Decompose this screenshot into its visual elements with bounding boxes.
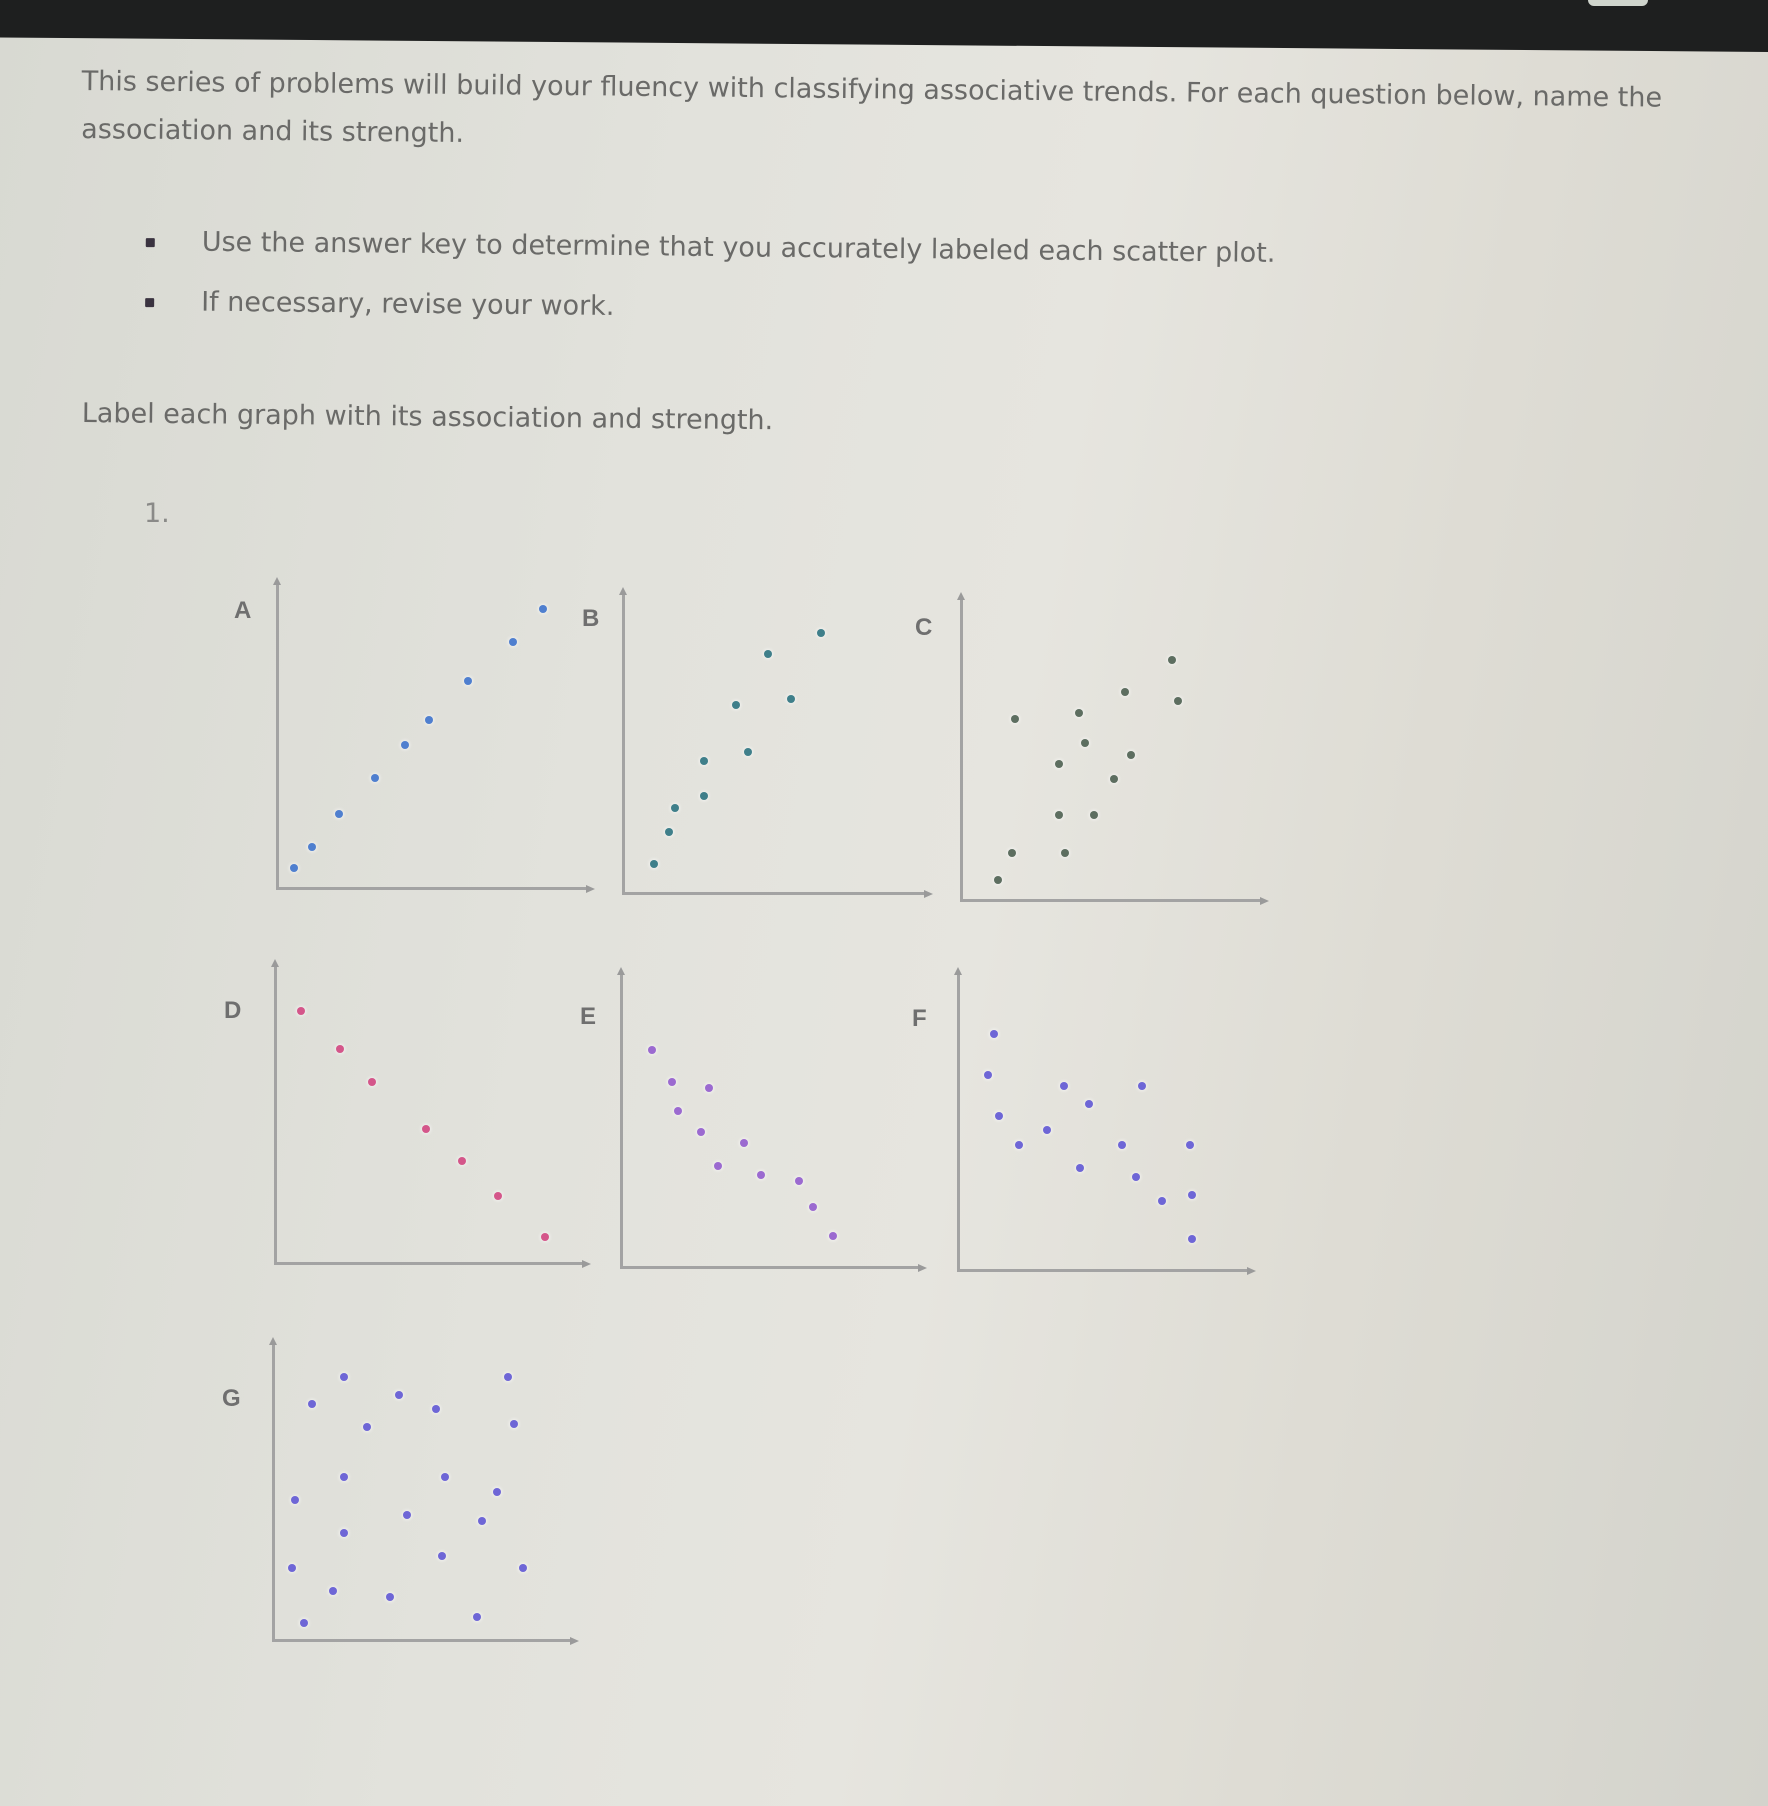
data-point (795, 1177, 803, 1185)
data-point (300, 1619, 308, 1627)
data-point (493, 1488, 501, 1496)
x-axis-arrow-icon (1260, 897, 1269, 905)
data-point (674, 1107, 682, 1115)
data-point (787, 695, 795, 703)
data-point (990, 1030, 998, 1038)
data-point (1081, 739, 1089, 747)
data-point (1127, 751, 1135, 759)
data-point (648, 1046, 656, 1054)
data-point (1138, 1082, 1146, 1090)
intro-text (81, 58, 1762, 172)
data-point (458, 1157, 466, 1165)
data-point (705, 1084, 713, 1092)
data-point (478, 1517, 486, 1525)
data-point (290, 864, 298, 872)
scatter-plot-a (234, 585, 586, 890)
scatter-plot-e (580, 975, 918, 1269)
data-point (1008, 849, 1016, 857)
data-point (764, 650, 772, 658)
data-point (1132, 1173, 1140, 1181)
plot-area (275, 1345, 563, 1638)
plot-area (963, 600, 1253, 898)
bullet-text: Use the answer key to determine that you accurately labeled each scatter plot. (201, 226, 1276, 269)
data-point (308, 843, 316, 851)
bullet-icon (146, 238, 155, 247)
data-point (422, 1125, 430, 1133)
data-point (1076, 1164, 1084, 1172)
data-point (336, 1045, 344, 1053)
data-point (994, 876, 1002, 884)
plot-letter: F (912, 1005, 927, 1032)
instruction-bullets (139, 222, 1276, 354)
data-point (984, 1071, 992, 1079)
data-point (403, 1511, 411, 1519)
y-axis-arrow-icon (954, 967, 962, 975)
data-point (1055, 811, 1063, 819)
plot-area (625, 595, 917, 891)
data-point (671, 804, 679, 812)
intro-line-1: This series of problems will build your fluency with classifying associative trends. For each question below, name the (81, 65, 1663, 114)
plot-letter: B (582, 605, 600, 632)
plot-letter: C (915, 614, 933, 641)
data-point (297, 1007, 305, 1015)
data-point (329, 1587, 337, 1595)
data-point (714, 1162, 722, 1170)
data-point (1110, 775, 1118, 783)
x-axis (957, 1269, 1247, 1272)
data-point (995, 1112, 1003, 1120)
data-point (1061, 849, 1069, 857)
x-axis-arrow-icon (582, 1260, 591, 1268)
plot-area (960, 975, 1240, 1268)
data-point (829, 1232, 837, 1240)
scatter-plot-d (224, 967, 582, 1265)
data-point (368, 1078, 376, 1086)
data-point (1085, 1100, 1093, 1108)
data-point (438, 1552, 446, 1560)
data-point (668, 1078, 676, 1086)
label-instruction: Label each graph with its association and strength. (81, 398, 774, 437)
x-axis (276, 887, 586, 890)
data-point (1158, 1197, 1166, 1205)
y-axis-arrow-icon (957, 592, 965, 600)
data-point (340, 1373, 348, 1381)
data-point (700, 757, 708, 765)
x-axis (622, 892, 924, 895)
data-point (757, 1171, 765, 1179)
data-point (288, 1564, 296, 1572)
data-point (363, 1423, 371, 1431)
y-axis-arrow-icon (269, 1337, 277, 1345)
question-number: 1. (144, 498, 170, 529)
data-point (395, 1391, 403, 1399)
data-point (441, 1473, 449, 1481)
bullet-text: If necessary, revise your work. (201, 286, 615, 322)
data-point (732, 701, 740, 709)
y-axis-arrow-icon (617, 967, 625, 975)
data-point (697, 1128, 705, 1136)
scatter-plot-f (912, 975, 1247, 1272)
scatter-plot-g (222, 1345, 570, 1642)
y-axis-arrow-icon (273, 577, 281, 585)
data-point (494, 1192, 502, 1200)
data-point (740, 1139, 748, 1147)
data-point (291, 1496, 299, 1504)
screen-top-bezel (0, 0, 1768, 52)
scatter-plot-b (582, 595, 924, 895)
x-axis (960, 899, 1260, 902)
plot-area (279, 585, 579, 886)
data-point (510, 1420, 518, 1428)
data-point (425, 716, 433, 724)
plot-area (623, 975, 911, 1265)
data-point (340, 1529, 348, 1537)
data-point (744, 748, 752, 756)
data-point (1188, 1235, 1196, 1243)
x-axis (274, 1262, 582, 1265)
x-axis-arrow-icon (570, 1637, 579, 1645)
data-point (504, 1373, 512, 1381)
data-point (1118, 1141, 1126, 1149)
bullet-icon (145, 298, 154, 307)
x-axis (620, 1266, 918, 1269)
data-point (541, 1233, 549, 1241)
data-point (519, 1564, 527, 1572)
data-point (1055, 760, 1063, 768)
data-point (1174, 697, 1182, 705)
data-point (1075, 709, 1083, 717)
data-point (464, 677, 472, 685)
data-point (1043, 1126, 1051, 1134)
data-point (340, 1473, 348, 1481)
data-point (432, 1405, 440, 1413)
bullet-item (139, 282, 1275, 354)
y-axis-arrow-icon (619, 587, 627, 595)
data-point (1090, 811, 1098, 819)
x-axis-arrow-icon (924, 890, 933, 898)
data-point (650, 860, 658, 868)
plot-letter: A (234, 597, 252, 624)
data-point (308, 1400, 316, 1408)
intro-line-2: association and its strength. (81, 113, 465, 150)
data-point (401, 741, 409, 749)
x-axis-arrow-icon (1247, 1267, 1256, 1275)
data-point (1060, 1082, 1068, 1090)
data-point (386, 1593, 394, 1601)
plot-letter: G (222, 1385, 241, 1412)
plot-letter: E (580, 1003, 597, 1030)
data-point (539, 605, 547, 613)
y-axis-arrow-icon (271, 959, 279, 967)
plot-area (277, 967, 575, 1261)
data-point (473, 1613, 481, 1621)
data-point (371, 774, 379, 782)
data-point (817, 629, 825, 637)
data-point (509, 638, 517, 646)
data-point (1011, 715, 1019, 723)
data-point (700, 792, 708, 800)
x-axis (272, 1639, 570, 1642)
data-point (1168, 656, 1176, 664)
data-point (1188, 1191, 1196, 1199)
scatter-plot-c (915, 600, 1260, 902)
data-point (1121, 688, 1129, 696)
data-point (335, 810, 343, 818)
data-point (809, 1203, 817, 1211)
data-point (1186, 1141, 1194, 1149)
plot-letter: D (224, 997, 242, 1024)
data-point (1015, 1141, 1023, 1149)
x-axis-arrow-icon (586, 885, 595, 893)
status-pill (1588, 0, 1648, 6)
x-axis-arrow-icon (918, 1264, 927, 1272)
data-point (665, 828, 673, 836)
